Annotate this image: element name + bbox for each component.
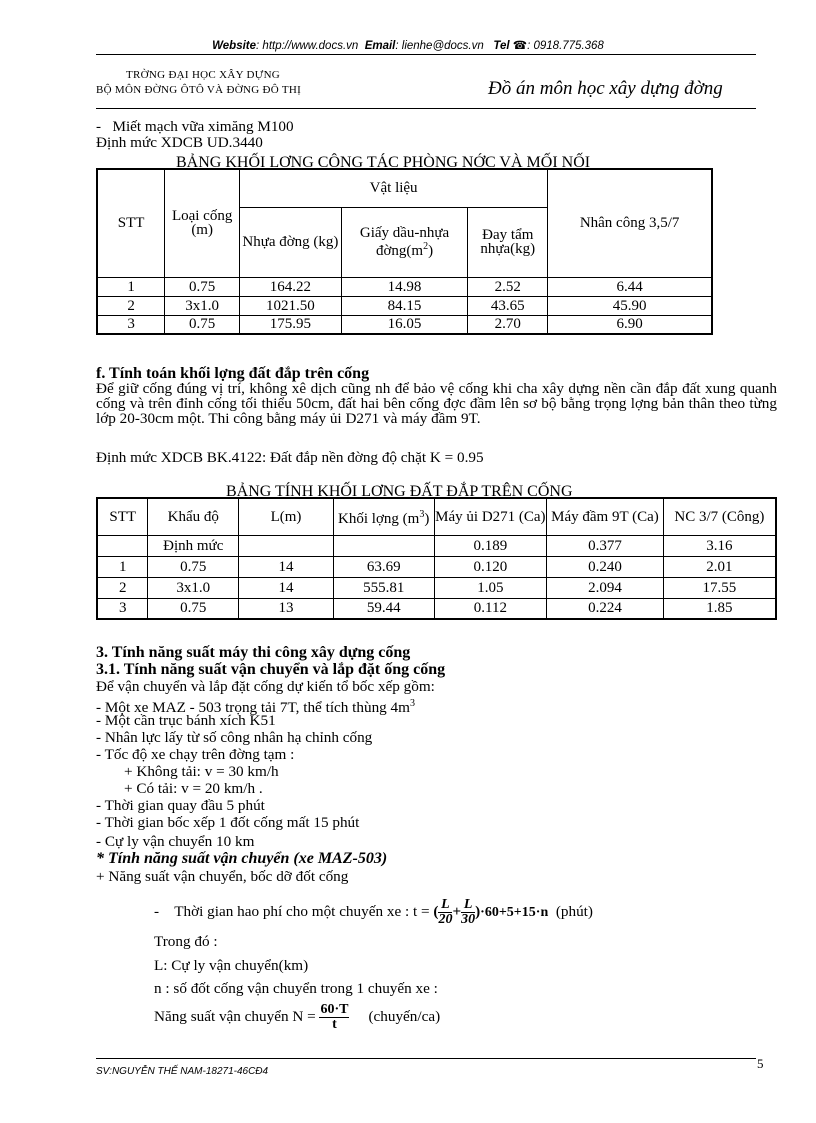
section3-line: - Một cần trục bánh xích K51 [96,712,276,729]
section3-line: + Có tải: v = 20 km/h . [124,780,263,797]
phone-icon: ☎ [512,40,528,52]
table2-title: BẢNG TÍNH KHỐI LỢNG ĐẤT ĐẮP TRÊN CỐNG [226,483,573,500]
intro-line-2: Định mức XDCB UD.3440 [96,134,263,151]
section3-line: + Không tải: v = 30 km/h [124,763,279,780]
footer-rule [96,1058,756,1059]
website-label: Website [212,40,257,52]
table1-title: BẢNG KHỐI LỢNG CÔNG TÁC PHÒNG NỚC VÀ MỐI NỐI [176,154,591,171]
page-number: 5 [757,1056,764,1071]
email-label: Email [364,40,396,52]
section3-sub2: * Tính năng suất vận chuyển (xe MAZ-503) [96,850,388,867]
fraction-l30: $\frac{L}{30}$ [461,897,476,928]
table1-header-day: Đay tẩm nhựa(kg) [468,207,548,277]
email-value: : lienhe@docs.vn [395,40,484,52]
table1-header-loai: Loại cống (m) [165,169,240,277]
section3-sub1: 3.1. Tính năng suất vận chuyển và lắp đặt ống cống [96,661,446,678]
table-row: 2 3x1.0 1021.50 84.15 43.65 45.90 [97,296,712,315]
section3-line: - Cự ly vận chuyển 10 km [96,833,255,850]
section3-line: - Một xe MAZ - 503 trọng tải 7T, thể tích thùng $4m^3$ [96,698,415,717]
footer-student: SV:NGUYỄN THẾ NAM-18271-46CĐ4 [96,1066,269,1077]
table1-header-nhua: Nhựa đờng (kg) [240,207,342,277]
table1-header-nhancong: Nhân công 3,5/7 [548,169,712,277]
table2-header-maydam: Máy đầm 9T (Ca) [547,498,664,535]
section-f-title: f. Tính toán khối lợng đất đắp trên cống [96,365,370,382]
trong-do: Trong đó : [154,933,218,950]
section3-line: - Thời gian bốc xếp 1 đốt cống mất 15 phút [96,814,360,831]
fraction-l20: $\frac{L}{20}$ [438,897,453,928]
tel-value: : 0918.775.368 [527,40,604,52]
section3-line: - Nhân lực lấy từ số công nhân hạ chỉnh cống [96,729,373,746]
table2-header-l: L(m) [239,498,334,535]
formula-time: - Thời gian hao phí cho một chuyến xe : t = ( $\frac{L}{20}$ + $\frac{L}{30}$ )·60+5+15·n (phút) [154,897,593,928]
intro-line-1: - Miết mạch vữa ximăng M100 [96,118,294,135]
fraction-productivity: $\frac{60\cdot T}{t}$ [320,1002,349,1033]
section3-line: - Thời gian quay đầu 5 phút [96,797,265,814]
table1-header-vatlieu: Vật liệu [240,169,548,207]
table2-header-kl: Khối lợng $(m^3)$ [333,498,434,535]
table1 [96,168,713,335]
table2-header-stt: STT [97,498,148,535]
tel-label: Tel [493,40,510,52]
definition-l: L: Cự ly vận chuyển(km) [154,957,309,974]
table-row: 1 0.75 14 63.69 0.120 0.240 2.01 [97,556,776,577]
table-row: 3 0.75 13 59.44 0.112 0.224 1.85 [97,598,776,619]
section3-line: - Tốc độ xe chạy trên đờng tạm : [96,746,295,763]
section3-line-ns: + Năng suất vận chuyển, bốc dỡ đốt cống [96,868,349,885]
formula-productivity: Năng suất vận chuyển N = $\frac{60\cdot T}{t}$ (chuyến/ca) [154,1002,441,1033]
website-header [0,38,816,52]
table1-header-stt: STT [97,169,165,277]
section3-title: 3. Tính năng suất máy thi công xây dựng cống [96,644,411,661]
section-f-paragraph: Để giữ cống đúng vị trí, không xê dịch cũng nh để bảo vệ cống khi cha xây dựng nền cần đắp đất xung quanh cống và trên đỉnh cống tối thiểu 50cm, đất hai bên cống đợc đầm lên sơ bộ bằng trọng lợng bản thân theo từng lớp 20-30cm một. Thi công bằng máy ủi D271 và máy đầm 9T. [96,380,777,428]
table-row: 2 3x1.0 14 555.81 1.05 2.094 17.55 [97,577,776,598]
table2-norm-row: Định mức 0.189 0.377 3.16 [97,535,776,556]
course-title: Đồ án môn học xây dựng đờng [488,78,723,99]
table1-header-giay: Giấy dầu-nhựa $đờng(m^2)$ [341,207,468,277]
school-line-1: TRỜNG ĐẠI HỌC XÂY DỰNG [126,69,281,81]
header-rule [96,54,756,55]
school-line-2: BỘ MÔN ĐỜNG ÔTÔ VÀ ĐỜNG ĐÔ THỊ [96,84,302,96]
table2 [96,497,777,620]
header-rule-2 [96,108,756,109]
table2-header-mayui: Máy ủi D271 (Ca) [434,498,547,535]
table2-header-nc: NC 3/7 (Công) [663,498,776,535]
table2-header-khaudo: Khẩu độ [148,498,239,535]
school-name [96,68,301,98]
definition-n: n : số đốt cống vận chuyển trong 1 chuyến xe : [154,980,438,997]
section-f-dinhmuc: Định mức XDCB BK.4122: Đất đắp nền đờng độ chặt K = 0.95 [96,449,484,466]
table-row: 3 0.75 175.95 16.05 2.70 6.90 [97,315,712,334]
website-url: : http://www.docs.vn [256,40,359,52]
table-row: 1 0.75 164.22 14.98 2.52 6.44 [97,277,712,296]
section3-line: Để vận chuyển và lắp đặt cống dự kiến tổ bốc xếp gồm: [96,678,435,695]
